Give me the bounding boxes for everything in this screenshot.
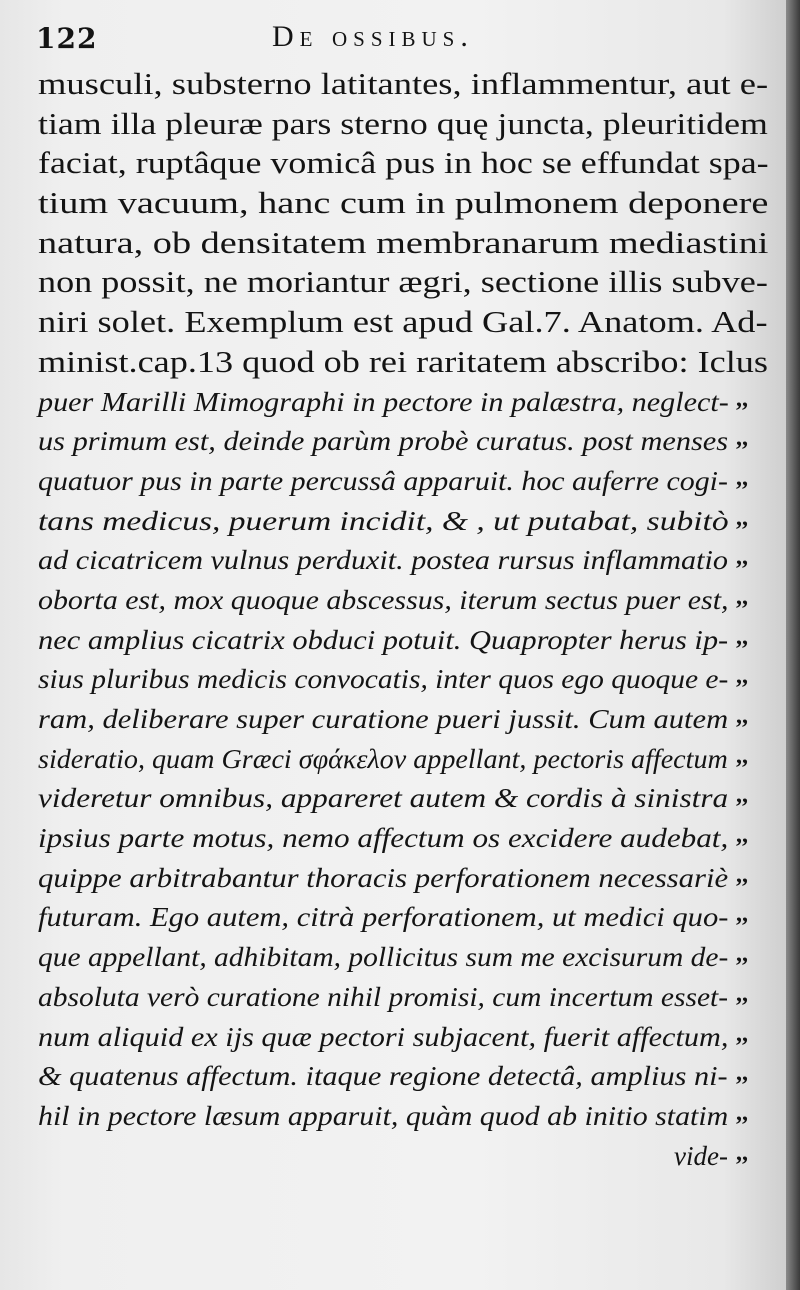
text-line [38, 1136, 790, 1176]
quotation-mark: ,, [736, 703, 748, 729]
text-line [38, 501, 790, 541]
quotation-mark: ,, [736, 623, 748, 650]
line-text: us primum est, deinde parùm probè curatus. post menses [38, 426, 729, 457]
text-line [38, 858, 790, 898]
text-line [38, 977, 790, 1017]
text-line [38, 659, 790, 699]
quotation-mark: ,, [736, 742, 748, 769]
page-header [36, 14, 756, 62]
quotation-mark: ,, [736, 861, 748, 888]
line-text: hil in pectore læsum apparuit, quàm quod ab initio statim [38, 1100, 729, 1131]
quotation-mark: ,, [736, 941, 748, 968]
text-line [38, 104, 790, 144]
quotation-mark: ,, [736, 544, 748, 571]
text-line [38, 580, 790, 620]
text-line [38, 143, 790, 183]
quotation-mark: ,, [736, 385, 748, 412]
quotation-mark: ,, [736, 901, 748, 928]
quotation-mark: ,, [736, 504, 748, 531]
quotation-mark: ,, [736, 782, 748, 809]
text-line [38, 1056, 790, 1096]
line-text: quatuor pus in parte percussâ apparuit. hoc auferre cogi- [38, 465, 728, 496]
running-head: De ossibus. [272, 20, 474, 53]
line-text: sideratio, quam Græci σφάκελον appellant, pectoris affectum [38, 743, 728, 774]
line-text: oborta est, mox quoque abscessus, iterum sectus puer est, [38, 584, 729, 615]
body-text [38, 64, 790, 1175]
text-line [38, 421, 790, 461]
text-line [38, 778, 790, 818]
text-line [38, 1017, 790, 1057]
line-text: videretur omnibus, appareret autem & cordis à sinistra [38, 783, 729, 814]
quotation-mark: ,, [736, 464, 748, 491]
text-line [38, 818, 790, 858]
line-text: tiam illa pleuræ pars sterno quę juncta, pleuritidem [38, 105, 768, 141]
line-text: sius pluribus medicis convocatis, inter quos ego quoque e- [38, 664, 729, 695]
quotation-mark: ,, [736, 980, 748, 1007]
line-text: vide- [674, 1140, 728, 1171]
text-line [38, 461, 790, 501]
line-text: futuram. Ego autem, citrà perforationem, ut medici quo- [38, 902, 729, 933]
text-line [38, 620, 790, 660]
line-text: niri solet. Exemplum est apud Gal.7. Anatom. Ad- [38, 304, 768, 340]
text-line [38, 342, 790, 382]
quotation-mark: ,, [736, 663, 748, 690]
line-text: quippe arbitrabantur thoracis perforationem necessariè [38, 862, 729, 893]
text-line [38, 540, 790, 580]
line-text: num aliquid ex ijs quæ pectori subjacent, fuerit affectum, [38, 1021, 729, 1052]
quotation-mark: ,, [736, 1060, 748, 1087]
text-line [38, 382, 790, 422]
text-line [38, 223, 790, 263]
quotation-mark: ,, [736, 425, 748, 452]
line-text: minist.cap.13 quod ob rei raritatem abscribo: Iclus [38, 343, 768, 379]
line-text: tans medicus, puerum incidit, & , ut putabat, subitò [38, 505, 729, 536]
quotation-mark: ,, [736, 1020, 748, 1047]
text-line [38, 302, 790, 342]
quotation-mark: ,, [736, 1139, 748, 1166]
line-text: tium vacuum, hanc cum in pulmonem deponere [38, 185, 769, 221]
text-line [38, 897, 790, 937]
text-line [38, 64, 790, 104]
quotation-mark: ,, [736, 1099, 748, 1126]
line-text: nec amplius cicatrix obduci potuit. Quapropter herus ip- [38, 624, 729, 655]
line-text: ad cicatricem vulnus perduxit. postea rursus inflammatio [38, 545, 728, 576]
quotation-mark: ,, [736, 822, 748, 849]
line-text: natura, ob densitatem membranarum mediastini [38, 224, 769, 260]
text-line [38, 739, 790, 779]
text-line [38, 262, 790, 302]
line-text: que appellant, adhibitam, pollicitus sum me excisurum de- [38, 942, 729, 973]
line-text: & quatenus affectum. itaque regione detectâ, amplius ni- [38, 1061, 728, 1092]
line-text: puer Marilli Mimographi in pectore in palæstra, neglect- [38, 386, 729, 417]
line-text: non possit, ne moriantur ægri, sectione illis subve- [38, 264, 768, 300]
line-text: faciat, ruptâque vomicâ pus in hoc se effundat spa- [38, 145, 769, 181]
text-line [38, 183, 790, 223]
page-edge-shadow [786, 0, 800, 1290]
line-text: absoluta verò curatione nihil promisi, cum incertum esset- [38, 981, 729, 1012]
line-text: ipsius parte motus, nemo affectum os excidere audebat, [38, 823, 729, 854]
line-text: musculi, substerno latitantes, inflammentur, aut e- [38, 66, 769, 101]
text-line [38, 937, 790, 977]
line-text: ram, deliberare super curatione pueri jussit. Cum autem [38, 704, 729, 734]
quotation-mark: ,, [736, 583, 748, 610]
page-number: 122 [36, 22, 98, 55]
text-line [38, 699, 790, 739]
text-line [38, 1096, 790, 1136]
